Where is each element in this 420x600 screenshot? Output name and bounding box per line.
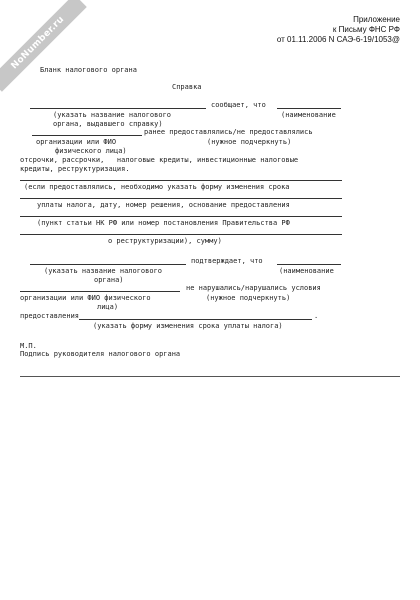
- hint-organization: организации или ФИО: [36, 138, 117, 146]
- were-provided-text: ранее предоставлялись/не предоставлялись: [144, 128, 313, 136]
- attachment-header: [277, 15, 400, 45]
- restructuring-field: [20, 234, 342, 235]
- watermark-banner: NoNumber.ru: [0, 0, 87, 92]
- benefit-list-continued: кредиты, реструктуризация.: [20, 165, 130, 173]
- form-change-field: [20, 180, 342, 181]
- stamp-place: М.П.: [20, 342, 37, 350]
- hint-organization-person: организации или ФИО физического: [20, 294, 151, 302]
- hint-confirmed-name: (наименование: [279, 267, 334, 275]
- not-violated-text: не нарушались/нарушались условия: [186, 284, 321, 292]
- payment-details-hint: уплаты налога, дату, номер решения, основание предоставления: [37, 201, 290, 209]
- hint-organ: органа): [94, 276, 124, 284]
- restructuring-hint: о реструктуризации), сумму): [108, 237, 222, 245]
- hint-person: физического лица): [55, 147, 127, 155]
- provision-label: предоставления: [20, 312, 80, 320]
- hint-form-change: (указать форму изменения срока уплаты налога): [93, 322, 283, 330]
- legal-basis-hint: (пункт статьи НК РФ или номер постановления Правительства РФ: [37, 219, 290, 227]
- reports-text: сообщает, что: [211, 101, 266, 109]
- hint-underline-2: (нужное подчеркнуть): [206, 294, 291, 302]
- provision-form-field: [79, 319, 312, 320]
- organization-or-person-field: [32, 135, 142, 136]
- confirming-authority-field: [30, 264, 186, 265]
- hint-tax-authority: (указать название налогового: [53, 111, 172, 119]
- organization-name-field: [277, 108, 341, 109]
- letter-reference: к Письму ФНС РФ: [332, 25, 400, 34]
- tax-authority-field: [30, 108, 206, 109]
- benefit-list: отсрочки, рассрочки, налоговые кредиты, инвестиционные налоговые: [20, 156, 299, 164]
- hint-person-2: лица): [97, 303, 119, 311]
- hint-issuing-authority: органа, выдавшего справку): [53, 120, 163, 128]
- document-title: Справка: [172, 83, 202, 91]
- confirms-text: подтверждает, что: [191, 257, 263, 265]
- blank-label: Бланк налогового органа: [40, 66, 137, 74]
- if-provided-hint: (если предоставлялись, необходимо указать форму изменения срока: [24, 183, 290, 191]
- provision-period: .: [314, 312, 319, 320]
- attachment-label: Приложение: [353, 15, 400, 24]
- hint-confirming-authority: (указать название налогового: [44, 267, 163, 275]
- violation-organization-field: [20, 291, 180, 292]
- payment-details-field: [20, 198, 342, 199]
- confirmed-organization-field: [277, 264, 341, 265]
- letter-date-number: от 01.11.2006 N САЭ-6-19/1053@: [276, 35, 400, 44]
- signature-rule: [20, 376, 400, 377]
- signature-label: Подпись руководителя налогового органа: [20, 350, 181, 358]
- legal-basis-field: [20, 216, 342, 217]
- hint-name: (наименование: [281, 111, 336, 119]
- hint-underline: (нужное подчеркнуть): [207, 138, 292, 146]
